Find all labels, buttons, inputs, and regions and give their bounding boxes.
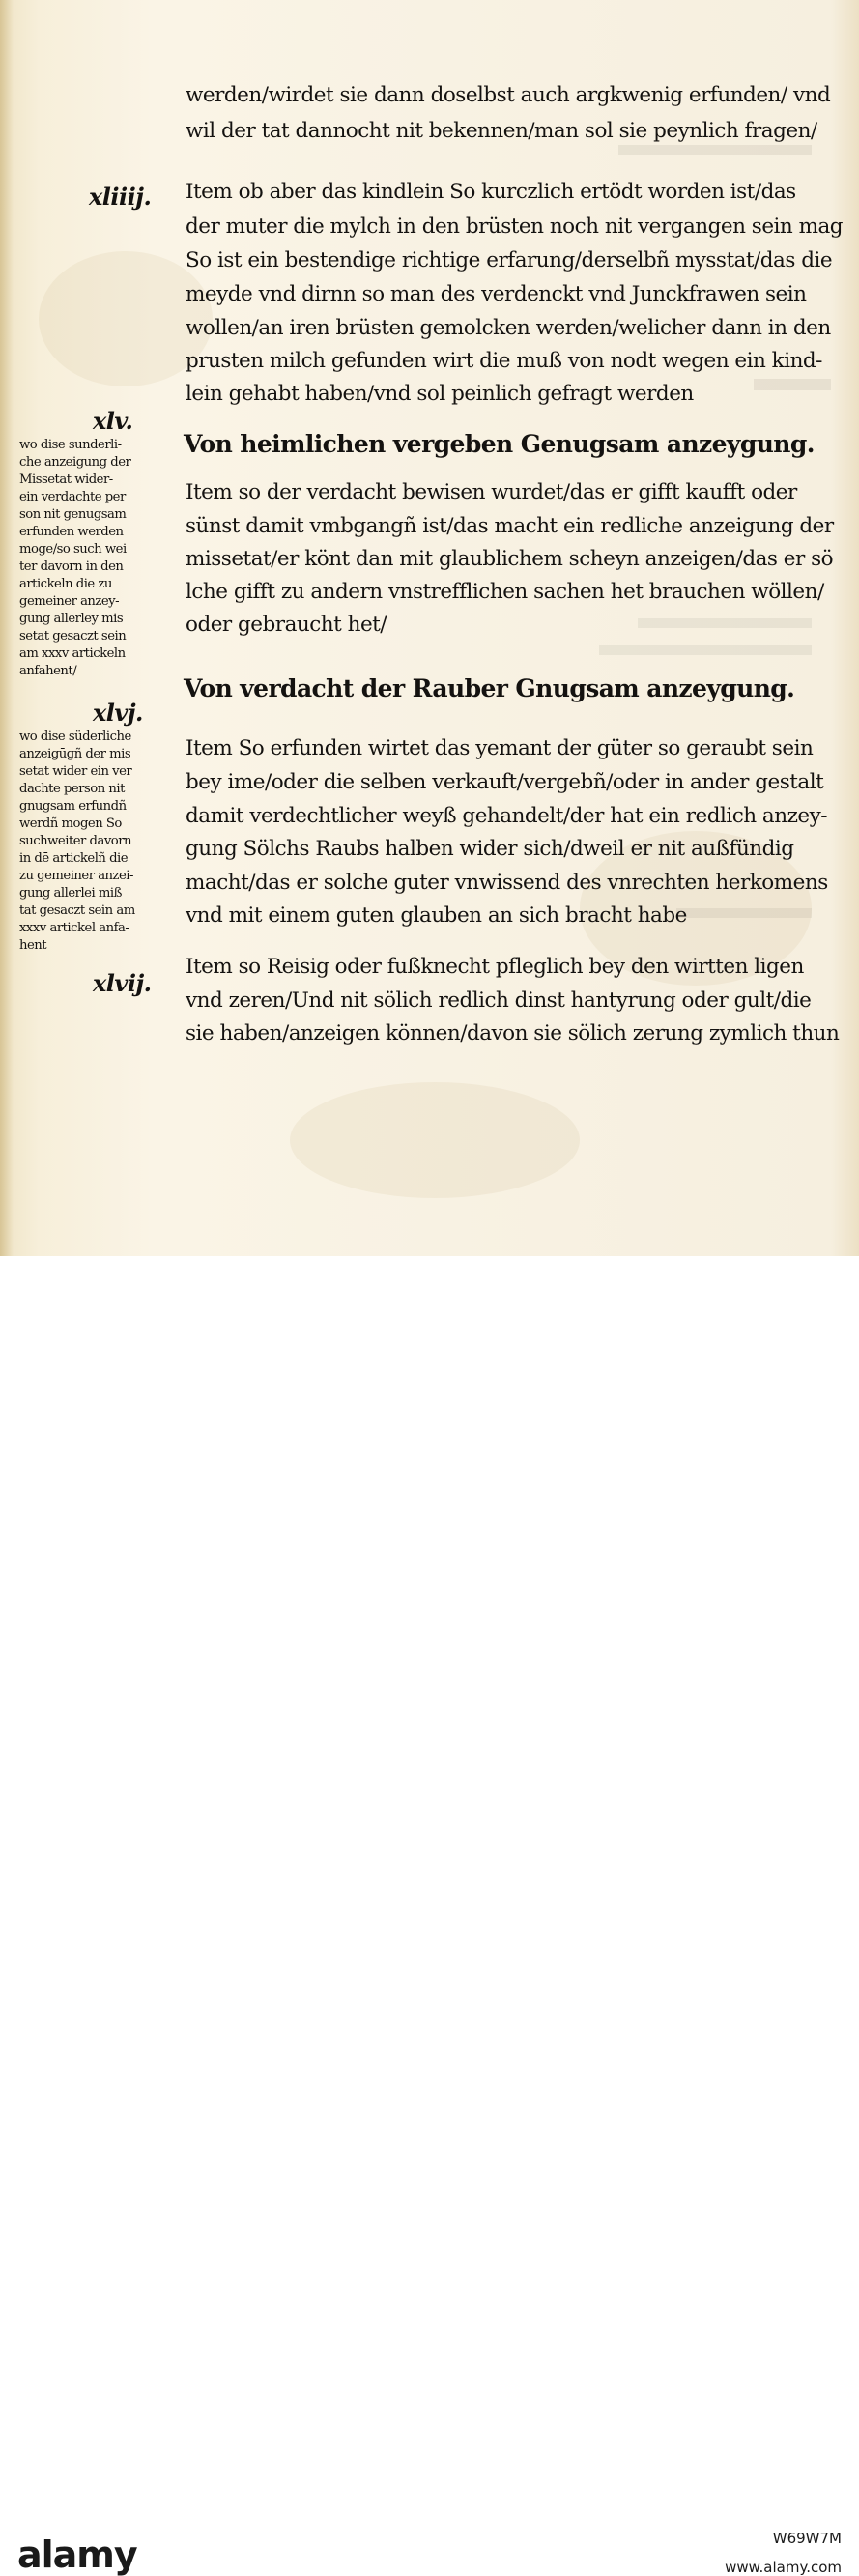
page-edge-shading [0, 0, 14, 1256]
body-line: lche gifft zu andern vnstrefflichen sachen het brauchen wöllen/ [186, 580, 824, 604]
body-line: oder gebraucht het/ [186, 613, 387, 637]
margin-note-line: ein verdachte per [19, 490, 126, 504]
margin-note-line: ter davorn in den [19, 559, 124, 574]
margin-note-line: Missetat wider- [19, 472, 113, 487]
margin-note-line: hent [19, 938, 47, 953]
margin-note-line: wo dise süderliche [19, 730, 131, 744]
body-line: missetat/er könt dan mit glaublichem scheyn anzeigen/das er sö [186, 547, 834, 571]
margin-note-line: setat wider ein ver [19, 764, 132, 779]
margin-note-line: in dē artickelñ die [19, 851, 129, 866]
section-heading: Von verdacht der Rauber Gnugsam anzeygung. [184, 674, 795, 702]
body-line: Item so Reisig oder fußknecht pfleglich bey den wirtten ligen [186, 955, 804, 979]
body-line: wollen/an iren brüsten gemolcken werden/welicher dann in den [186, 316, 831, 340]
body-line: der muter die mylch in den brüsten noch nit vergangen sein mag [186, 215, 844, 239]
body-line: lein gehabt haben/vnd sol peinlich gefragt werden [186, 382, 694, 406]
body-line: sünst damit vmbgangñ ist/das macht ein redliche anzeigung der [186, 514, 834, 538]
body-line: meyde vnd dirnn so man des verdenckt vnd Junckfrawen sein [186, 282, 807, 306]
body-line: prusten milch gefunden wirt die muß von nodt wegen ein kind- [186, 349, 822, 373]
image-id-label: W69W7M [772, 2530, 842, 2547]
body-line: gung Sölchs Raubs halben wider sich/dweil er nit außfündig [186, 837, 794, 861]
margin-note-line: che anzeigung der [19, 455, 131, 470]
article-numeral: xlv. [93, 407, 133, 435]
article-numeral: xlvj. [93, 699, 143, 727]
margin-note-line: xxxv artickel anfa- [19, 921, 129, 935]
body-line: So ist ein bestendige richtige erfarung/derselbñ mysstat/das die [186, 248, 833, 272]
article-numeral: xliiij. [89, 183, 152, 211]
margin-note-line: moge/so such wei [19, 542, 127, 557]
body-line: Item ob aber das kindlein So kurczlich ertödt worden ist/das [186, 180, 796, 204]
body-line: vnd mit einem guten glauben an sich bracht habe [186, 903, 687, 928]
margin-note-line: gung allerlei miß [19, 886, 122, 901]
margin-note-line: anfahent/ [19, 664, 77, 678]
margin-note-line: gemeiner anzey- [19, 594, 120, 609]
brand-logo: alamy [17, 2533, 137, 2576]
watermark-footer [0, 1256, 859, 2576]
body-line: damit verdechtlicher weyß gehandelt/der hat ein redlich anzey- [186, 804, 828, 828]
document-page [0, 0, 859, 1256]
margin-note-line: erfunden werden [19, 525, 124, 539]
margin-note-line: wo dise sunderli- [19, 438, 122, 452]
margin-note-line: gnugsam erfundñ [19, 799, 127, 814]
body-line: Item so der verdacht bewisen wurdet/das er gifft kaufft oder [186, 480, 797, 504]
margin-note-line: setat gesaczt sein [19, 629, 127, 644]
margin-note-line: werdñ mogen So [19, 816, 122, 831]
margin-note-line: zu gemeiner anzei- [19, 869, 133, 883]
margin-note-line: gung allerley mis [19, 612, 124, 626]
margin-note-line: dachte person nit [19, 782, 125, 796]
margin-note-line: suchweiter davorn [19, 834, 132, 848]
body-line: werden/wirdet sie dann doselbst auch argkwenig erfunden/ vnd [186, 83, 831, 107]
margin-note-line: artickeln die zu [19, 577, 112, 591]
article-numeral: xlvij. [93, 969, 152, 997]
body-line: macht/das er solche guter vnwissend des vnrechten herkomens [186, 871, 828, 895]
body-line: bey ime/oder die selben verkauft/vergebñ/oder in ander gestalt [186, 770, 824, 794]
margin-note-line: son nit genugsam [19, 507, 127, 522]
body-line: wil der tat dannocht nit bekennen/man sol sie peynlich fragen/ [186, 119, 817, 143]
body-line: Item So erfunden wirtet das yemant der güter so geraubt sein [186, 736, 814, 760]
margin-note-line: anzeigūgñ der mis [19, 747, 131, 761]
body-line: sie haben/anzeigen können/davon sie sölich zerung zymlich thun [186, 1021, 840, 1045]
paper-stain [290, 1082, 580, 1198]
section-heading: Von heimlichen vergeben Genugsam anzeygung. [184, 430, 815, 458]
margin-note-line: tat gesaczt sein am [19, 903, 135, 918]
body-line: vnd zeren/Und nit sölich redlich dinst hantyrung oder gult/die [186, 988, 812, 1013]
site-url: www.alamy.com [725, 2559, 842, 2576]
margin-note-line: am xxxv artickeln [19, 646, 126, 661]
